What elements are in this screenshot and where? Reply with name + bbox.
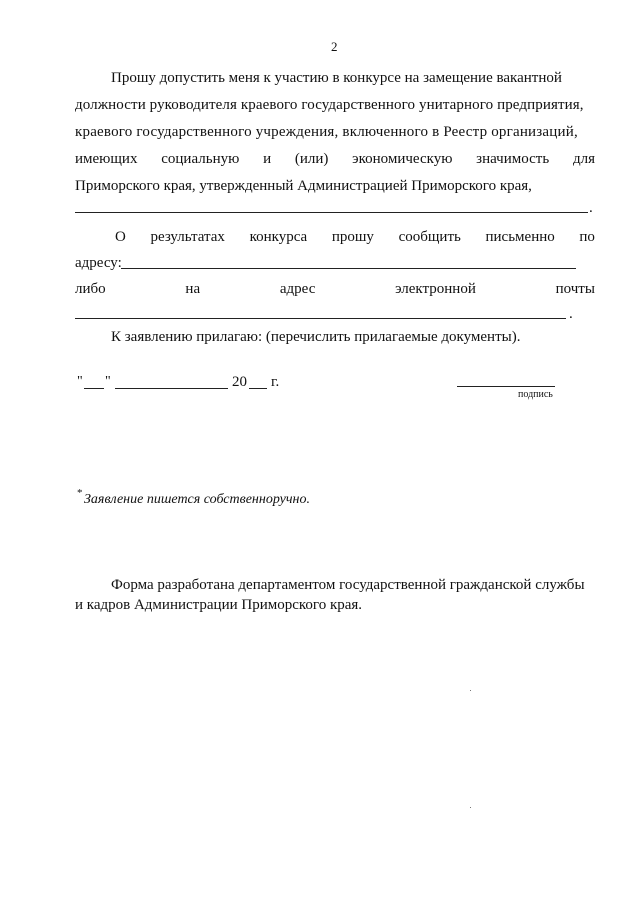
results-word: конкурса [249,229,308,245]
scan-speck [470,690,471,691]
postal-address-blank[interactable] [121,268,576,269]
day-blank[interactable] [84,388,104,389]
results-word: по [579,229,595,245]
request-line-2: должности руководителя краевого государственного унитарного предприятия, [75,97,584,113]
request-line-3: краевого государственного учреждения, включенного в Реестр организаций, [75,124,578,140]
form-note-line-1: Форма разработана департаментом государственной гражданской службы [111,577,585,593]
request-line-6-period: . [589,200,593,216]
results-line-4-period: . [569,306,573,322]
results-word: прошу [331,229,374,245]
footnote-text: Заявление пишется собственноручно. [84,492,310,507]
form-note-line-2: и кадров Администрации Приморского края. [75,597,363,613]
year-prefix: 20 [232,374,247,390]
results-word: на [185,281,201,297]
results-word: либо [75,281,106,297]
request-word: для [572,151,595,167]
results-line-1 [115,228,595,246]
results-word: адрес [279,281,316,297]
scan-speck [470,807,471,808]
attachments-line: К заявлению прилагаю: (перечислить прилагаемые документы). [111,329,521,345]
results-word: результатах [150,229,225,245]
request-line-1: Прошу допустить меня к участию в конкурсе на замещение вакантной [111,70,562,86]
results-word: письменно [485,229,555,245]
signature-label: подпись [518,389,553,400]
request-line-4 [75,150,595,168]
results-word: почты [555,281,595,297]
address-label: адресу: [75,255,122,271]
signature-blank[interactable] [457,386,555,387]
request-line-5: Приморского края, утвержденный Администрацией Приморского края, [75,178,532,194]
date-quote-close: " [105,374,111,389]
email-address-blank[interactable] [75,318,566,319]
request-word: (или) [294,151,329,167]
request-word: социальную [161,151,240,167]
results-word: О [115,229,126,245]
footnote-marker: * [77,487,83,499]
date-quote-open: " [77,374,83,389]
results-word: сообщить [398,229,461,245]
page-number: 2 [331,39,338,54]
request-word: значимость [476,151,550,167]
request-word: экономическую [352,151,453,167]
results-word: электронной [395,281,476,297]
request-word: и [263,151,272,167]
month-blank[interactable] [115,388,228,389]
results-line-3 [75,280,595,298]
year-suffix: г. [271,374,280,390]
year-blank[interactable] [249,388,267,389]
request-word: имеющих [75,151,138,167]
organization-name-blank[interactable] [75,212,588,213]
